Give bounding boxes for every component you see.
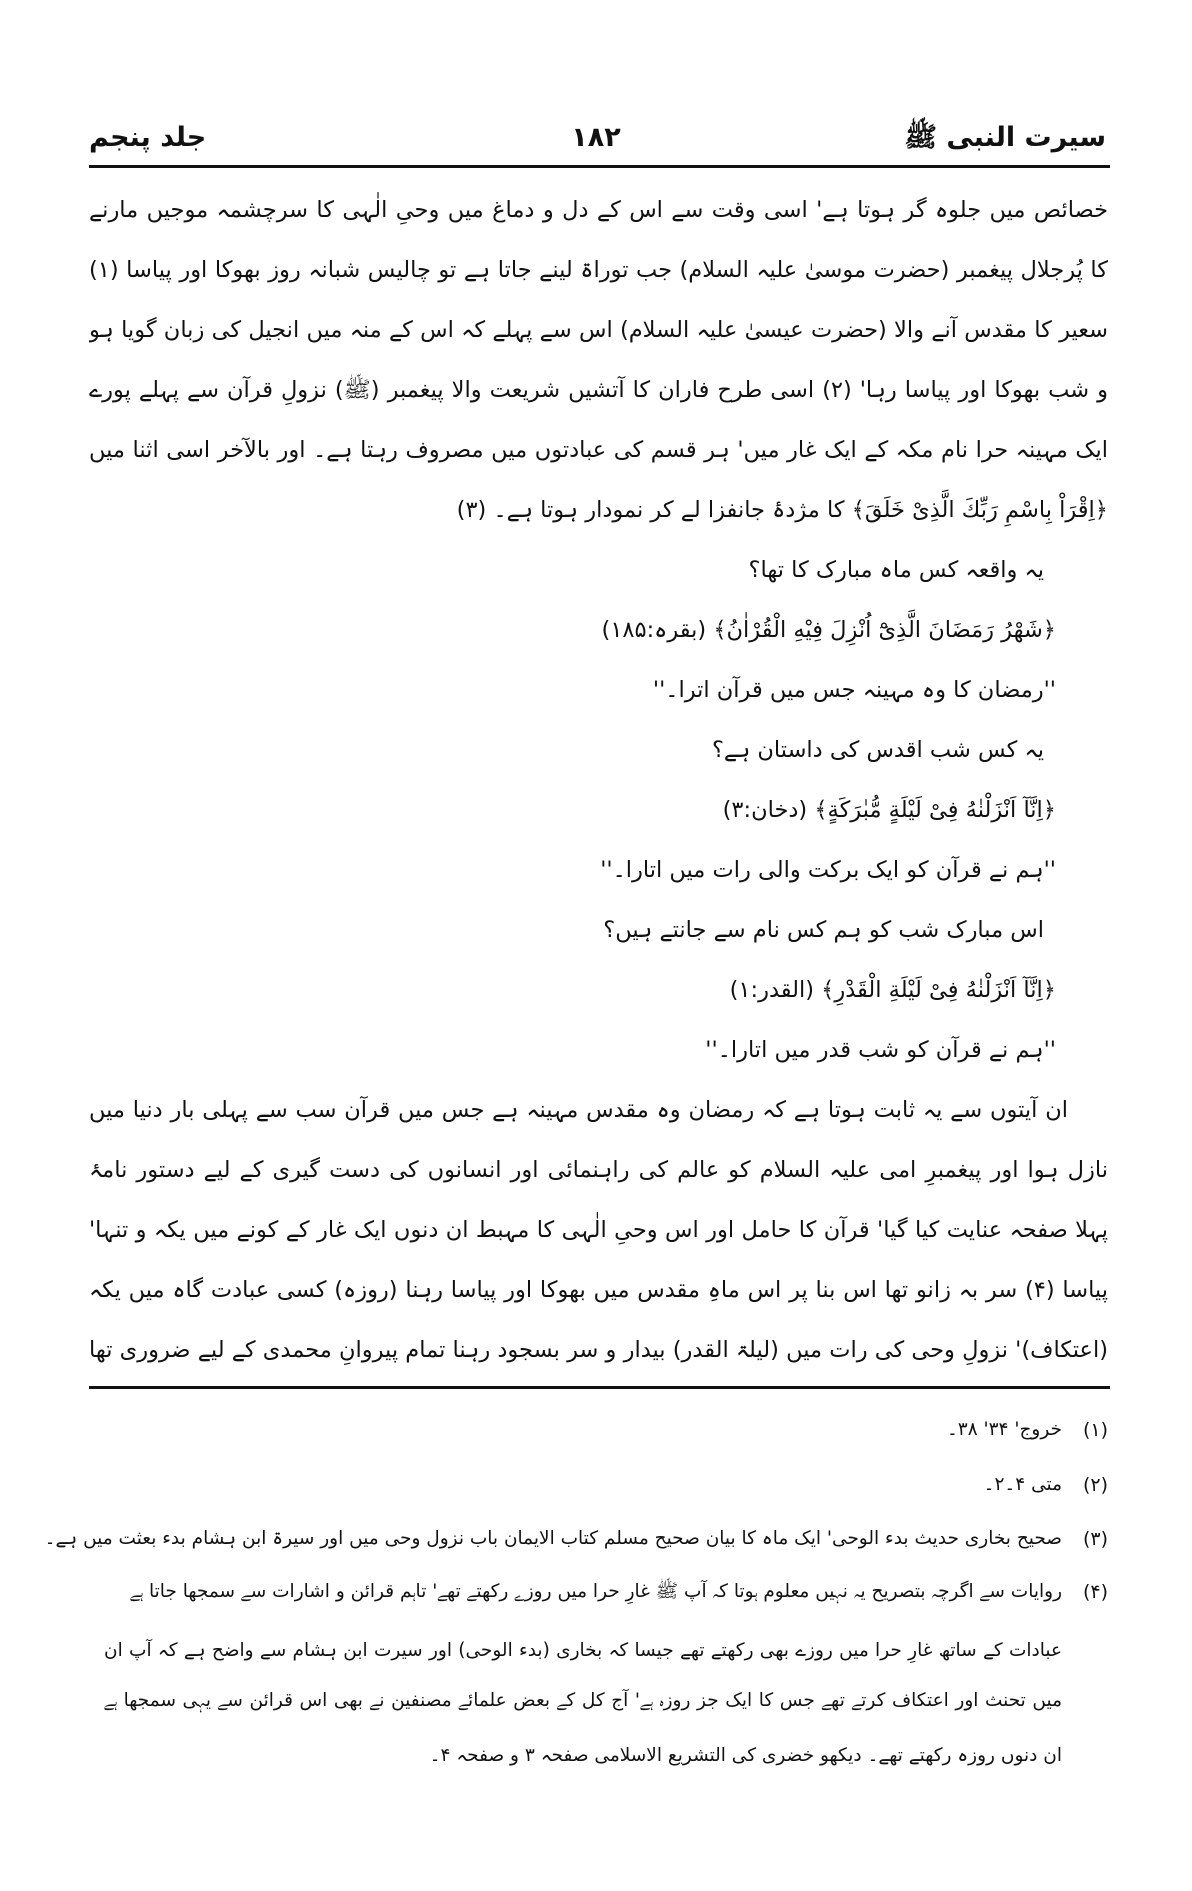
footnote-label: (۱) [1082, 1419, 1108, 1441]
question-line: یہ کس شب اقدس کی داستان ہے؟ [711, 737, 1044, 763]
text-line: (اعتکاف)' نزولِ وحی کی رات میں (لیلۃ القدر) بیدار و سر بسجود رہنا تمام پیروانِ محمدی کے لیے ضروری تھا [89, 1337, 1108, 1363]
page-number: ۱۸۲ [571, 122, 621, 153]
verse-line: ﴿اِنَّآ اَنْزَلْنٰهُ فِىْ لَيْلَةِ الْقَدْرِ﴾ (القدر:۱) [729, 977, 1056, 1003]
verse-line: ﴿شَهْرُ رَمَضَانَ الَّذِىْٓ اُنْزِلَ فِيْهِ الْقُرْاٰنُ﴾ (بقرہ:۱۸۵) [601, 617, 1056, 643]
verse-line: ﴿اِنَّآ اَنْزَلْنٰهُ فِىْ لَيْلَةٍ مُّبٰرَكَةٍ﴾ (دخان:۳) [722, 797, 1056, 823]
text-line: سعیر کا مقدس آنے والا (حضرت عیسیٰ علیہ السلام) اس سے پہلے کہ اس کے منہ میں انجیل کی زبان گویا ہو [89, 317, 1108, 343]
question-line: اس مبارک شب کو ہم کس نام سے جانتے ہیں؟ [603, 917, 1044, 943]
footnote-label: (۳) [1082, 1528, 1108, 1550]
footnote-text: میں تحنث اور اعتکاف کرتے تھے جس کا ایک جز روزہ ہے' آج کل کے بعض علمائے مصنفین نے بھی اس قرائن سے یہی سمجھا ہے [104, 1690, 1062, 1711]
footnote-text: صحیح بخاری حدیث بدء الوحی' ایک ماہ کا بیان صحیح مسلم کتاب الایمان باب نزول وحی میں اور سیرۃ ابن ہشام بدء بعثت میں ہے۔ [44, 1528, 1062, 1549]
text-line: و شب بھوکا اور پیاسا رہا' (۲) اسی طرح فاران کا آتشیں شریعت والا پیغمبر (ﷺ) نزولِ قرآن سے پہلے پورے [89, 377, 1108, 403]
translation-line: ''ہم نے قرآن کو ایک برکت والی رات میں اتارا۔'' [600, 857, 1056, 883]
running-head-book-title: سیرت النبی ﷺ [904, 122, 1106, 153]
footnote-label: (۴) [1082, 1581, 1108, 1603]
footnote-label: (۲) [1082, 1474, 1108, 1496]
text-line: پیاسا (۴) سر بہ زانو تھا اس بنا پر اس ماہِ مقدس میں بھوکا اور پیاسا رہنا (روزہ) کسی عبادت گاہ میں یکہ [89, 1277, 1108, 1303]
text-line: ان آیتوں سے یہ ثابت ہوتا ہے کہ رمضان وہ مقدس مہینہ ہے جس میں قرآن سب سے پہلی بار دنیا میں [89, 1097, 1068, 1123]
text-line: کا پُرجلال پیغمبر (حضرت موسیٰ علیہ السلام) جب توراۃ لینے جاتا ہے تو چالیس شبانہ روز بھوکا اور پیاسا (۱) [89, 257, 1108, 283]
footnote-text: روایات سے اگرچہ بتصریح یہ نہیں معلوم ہوتا کہ آپ ﷺ غارِ حرا میں روزے رکھتے تھے' تاہم قرائن و اشارات سے سمجھا جاتا ہے [130, 1581, 1062, 1602]
text-line: پہلا صفحہ عنایت کیا گیا' قرآن کا حامل اور اس وحیِ الٰہی کا مہبط ان دنوں ایک غار کے کونے میں یکہ و تنہا' [89, 1217, 1108, 1243]
text-line: خصائص میں جلوہ گر ہوتا ہے' اسی وقت سے اس کے دل و دماغ میں وحیِ الٰہی کا سرچشمہ موجیں مارنے [89, 197, 1108, 223]
text-line: نازل ہوا اور پیغمبرِ امی علیہ السلام کو عالم کی راہنمائی اور انسانوں کی دست گیری کے لیے دستور نامۂ [89, 1157, 1108, 1183]
running-head-volume: جلد پنجم [89, 122, 207, 153]
footnote-text: متی ۴۔۲۔ [983, 1474, 1062, 1495]
footnote-text: ان دنوں روزہ رکھتے تھے۔ دیکھو خضری کی التشریع الاسلامی صفحہ ۳ و صفحہ ۴۔ [429, 1745, 1062, 1766]
footnote-rule [89, 1386, 1110, 1389]
text-line: ﴿اِقْرَاْ بِاسْمِ رَبِّكَ الَّذِىْ خَلَقَ﴾ کا مژدۂ جانفزا لے کر نمودار ہوتا ہے۔ (۳) [456, 497, 1108, 523]
footnote-text: عبادات کے ساتھ غارِ حرا میں روزے بھی رکھتے تھے جیسا کہ بخاری (بدء الوحی) اور سیرت ابن ہشام سے واضح ہے کہ آپ ان [104, 1640, 1062, 1661]
translation-line: ''ہم نے قرآن کو شب قدر میں اتارا۔'' [705, 1037, 1056, 1063]
question-line: یہ واقعہ کس ماہ مبارک کا تھا؟ [748, 557, 1044, 583]
translation-line: ''رمضان کا وہ مہینہ جس میں قرآن اترا۔'' [652, 677, 1056, 703]
header-rule [89, 165, 1110, 168]
text-line: ایک مہینہ حرا نام مکہ کے ایک غار میں' ہر قسم کی عبادتوں میں مصروف رہتا ہے۔ اور بالآخر اسی اثنا میں [89, 437, 1108, 463]
footnote-text: خروج' ۳۴' ۳۸۔ [946, 1419, 1062, 1440]
